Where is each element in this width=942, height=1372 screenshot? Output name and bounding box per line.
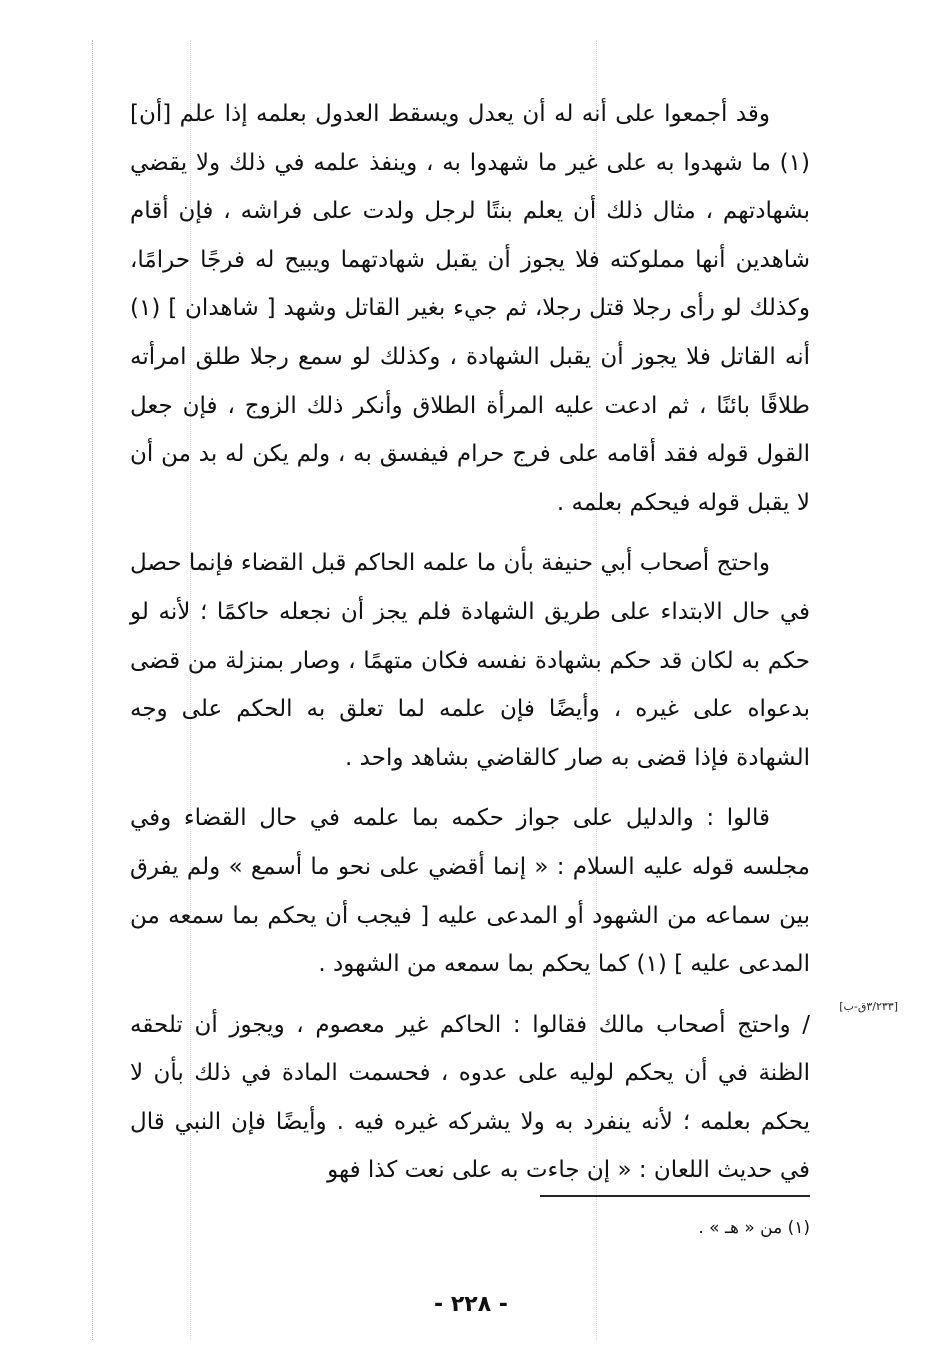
manuscript-folio-note: [٣/٢٣٣ق-ب] — [839, 1000, 898, 1013]
paragraph-1: وقد أجمعوا على أنه له أن يعدل ويسقط العدول بعلمه إذا علم [أن](١) ما شهدوا به على غير ما شهدوا به ، وينفذ علمه في ذلك ولا يقضي بشهادتهم ، مثال ذلك أن يعلم بنتًا لرجل ولدت على فراشه ، فإن أقام شاهدين أنها مملوكته فلا يجوز أن يقبل شهادتهما ويبيح له فرجًا حرامًا، وكذلك لو رأى رجلا قتل رجلا، ثم جيء بغير القاتل وشهد [ شاهدان ] (١) أنه القاتل فلا يجوز أن يقبل الشهادة ، وكذلك لو سمع رجلا طلق امرأته طلاقًا بائنًا ، ثم ادعت عليه المرأة الطلاق وأنكر ذلك الزوج ، فإن جعل القول قوله فقد أقامه على فرج حرام فيفسق به ، ولم يكن له بد من أن لا يقبل قوله فيحكم بعلمه . — [130, 101, 810, 516]
paragraph-4: / واحتج أصحاب مالك فقالوا : الحاكم غير معصوم ، ويجوز أن تلحقه الظنة في أن يحكم لوليه على عدوه ، فحسمت المادة في ذلك بأن لا يحكم بعلمه ؛ لأنه ينفرد به ولا يشركه غيره فيه . وأيضًا فإن النبي قال في حديث اللعان : « إن جاءت به على نعت كذا فهو — [130, 1011, 810, 1184]
footnote: (١) من « هـ » . — [698, 1218, 810, 1238]
footnote-divider — [540, 1195, 810, 1197]
scan-artifact — [92, 40, 94, 1340]
paragraph-2: واحتج أصحاب أبي حنيفة بأن ما علمه الحاكم قبل القضاء فإنما حصل في حال الابتداء على طريق الشهادة فلم يجز أن نجعله حاكمًا ؛ لأنه لو حكم به لكان قد حكم بشهادة نفسه فكان متهمًا ، وصار بمنزلة من قضى بدعواه على غيره ، وأيضًا فإن علمه لما تعلق به الحكم على وجه الشهادة فإذا قضى به صار كالقاضي بشاهد واحد . — [130, 550, 810, 771]
main-text — [130, 90, 810, 1207]
page-number: - ٢٢٨ - — [434, 1292, 508, 1317]
paragraph-3: قالوا : والدليل على جواز حكمه بما علمه في حال القضاء وفي مجلسه قوله عليه السلام : « إنما أقضي على نحو ما أسمع » ولم يفرق بين سماعه من الشهود أو المدعى عليه [ فيجب أن يحكم بما سمعه من المدعى عليه ] (١) كما يحكم بما سمعه من الشهود . — [130, 805, 810, 978]
